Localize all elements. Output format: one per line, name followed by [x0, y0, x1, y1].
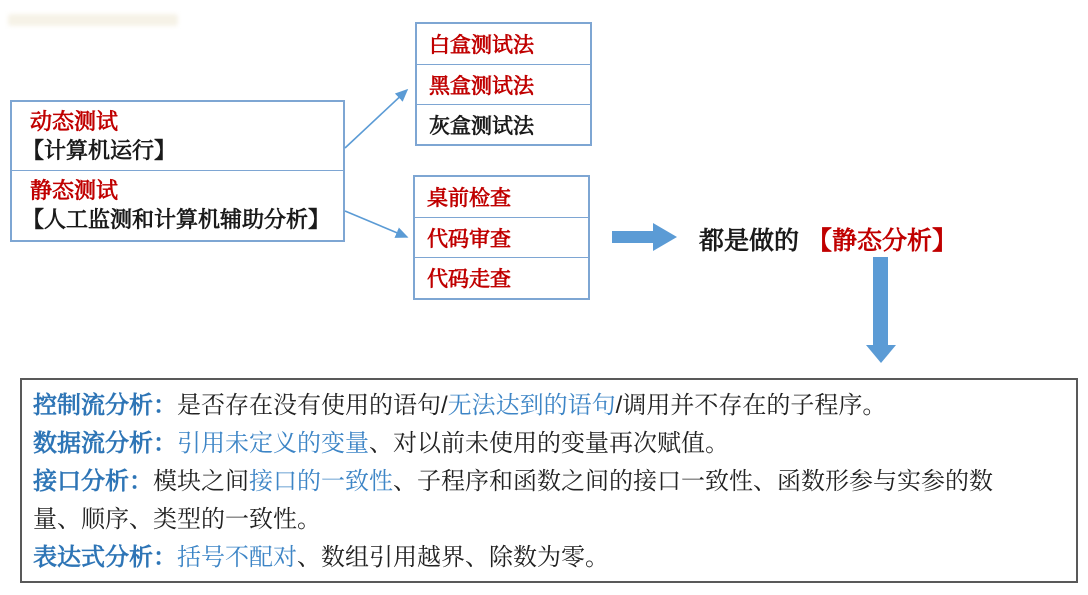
data-flow-highlight: 引用未定义的变量	[177, 430, 369, 457]
expression-text: 、数组引用越界、除数为零。	[297, 544, 609, 571]
right-arrow-icon	[612, 222, 678, 252]
control-flow-label: 控制流分析：	[33, 392, 177, 419]
interface-text-2: 、子程序和函数之间的接口一致性、函数形参与实参的数	[393, 468, 993, 495]
interface-highlight: 接口的一致性	[249, 468, 393, 495]
table-row-white-box: 白盒测试法	[429, 34, 534, 57]
conclusion-prefix: 都是做的	[699, 227, 800, 255]
conclusion-text	[699, 221, 957, 257]
conclusion-highlight: 【静态分析】	[807, 227, 958, 255]
analysis-line-interface-wrap	[33, 501, 1066, 539]
dynamic-test-title: 动态测试	[30, 109, 119, 134]
box-testing-methods-table	[415, 22, 592, 146]
expression-label: 表达式分析：	[33, 544, 177, 571]
table-row-code-review: 代码审查	[415, 217, 588, 257]
data-flow-label: 数据流分析：	[33, 430, 177, 457]
control-flow-text-2: /调用并不存在的子程序。	[615, 392, 887, 419]
table-row-black-box: 黑盒测试法	[417, 64, 590, 104]
watermark-smudge	[8, 14, 178, 26]
interface-text-3: 量、顺序、类型的一致性。	[33, 506, 321, 533]
static-test-subtitle: 【人工监测和计算机辅助分析】	[22, 207, 331, 232]
control-flow-highlight: 无法达到的语句	[447, 392, 616, 419]
static-test-cell	[12, 171, 343, 241]
arrow-line-to-review-methods	[345, 211, 407, 237]
analysis-line-data-flow	[33, 425, 1066, 463]
data-flow-text: 、对以前未使用的变量再次赋值。	[369, 430, 729, 457]
interface-text-1: 模块之间	[153, 468, 249, 495]
static-test-title: 静态测试	[30, 178, 119, 203]
analysis-line-expression	[33, 539, 1066, 577]
analysis-details-box	[20, 378, 1078, 583]
analysis-line-control-flow	[33, 387, 1066, 425]
interface-label: 接口分析：	[33, 468, 153, 495]
control-flow-text-1: 是否存在没有使用的语句/	[177, 392, 448, 419]
expression-highlight: 括号不配对	[177, 544, 297, 571]
table-row-desk-check: 桌前检查	[427, 187, 511, 210]
static-review-methods-table	[413, 175, 590, 300]
table-row-gray-box: 灰盒测试法	[417, 104, 590, 144]
dynamic-test-subtitle: 【计算机运行】	[22, 138, 177, 163]
dynamic-test-cell	[12, 102, 343, 171]
table-row-code-walkthrough: 代码走查	[415, 257, 588, 297]
analysis-line-interface	[33, 463, 1066, 501]
test-types-box	[10, 100, 345, 242]
down-arrow-icon	[863, 257, 899, 363]
arrow-line-to-box-methods	[345, 90, 407, 148]
